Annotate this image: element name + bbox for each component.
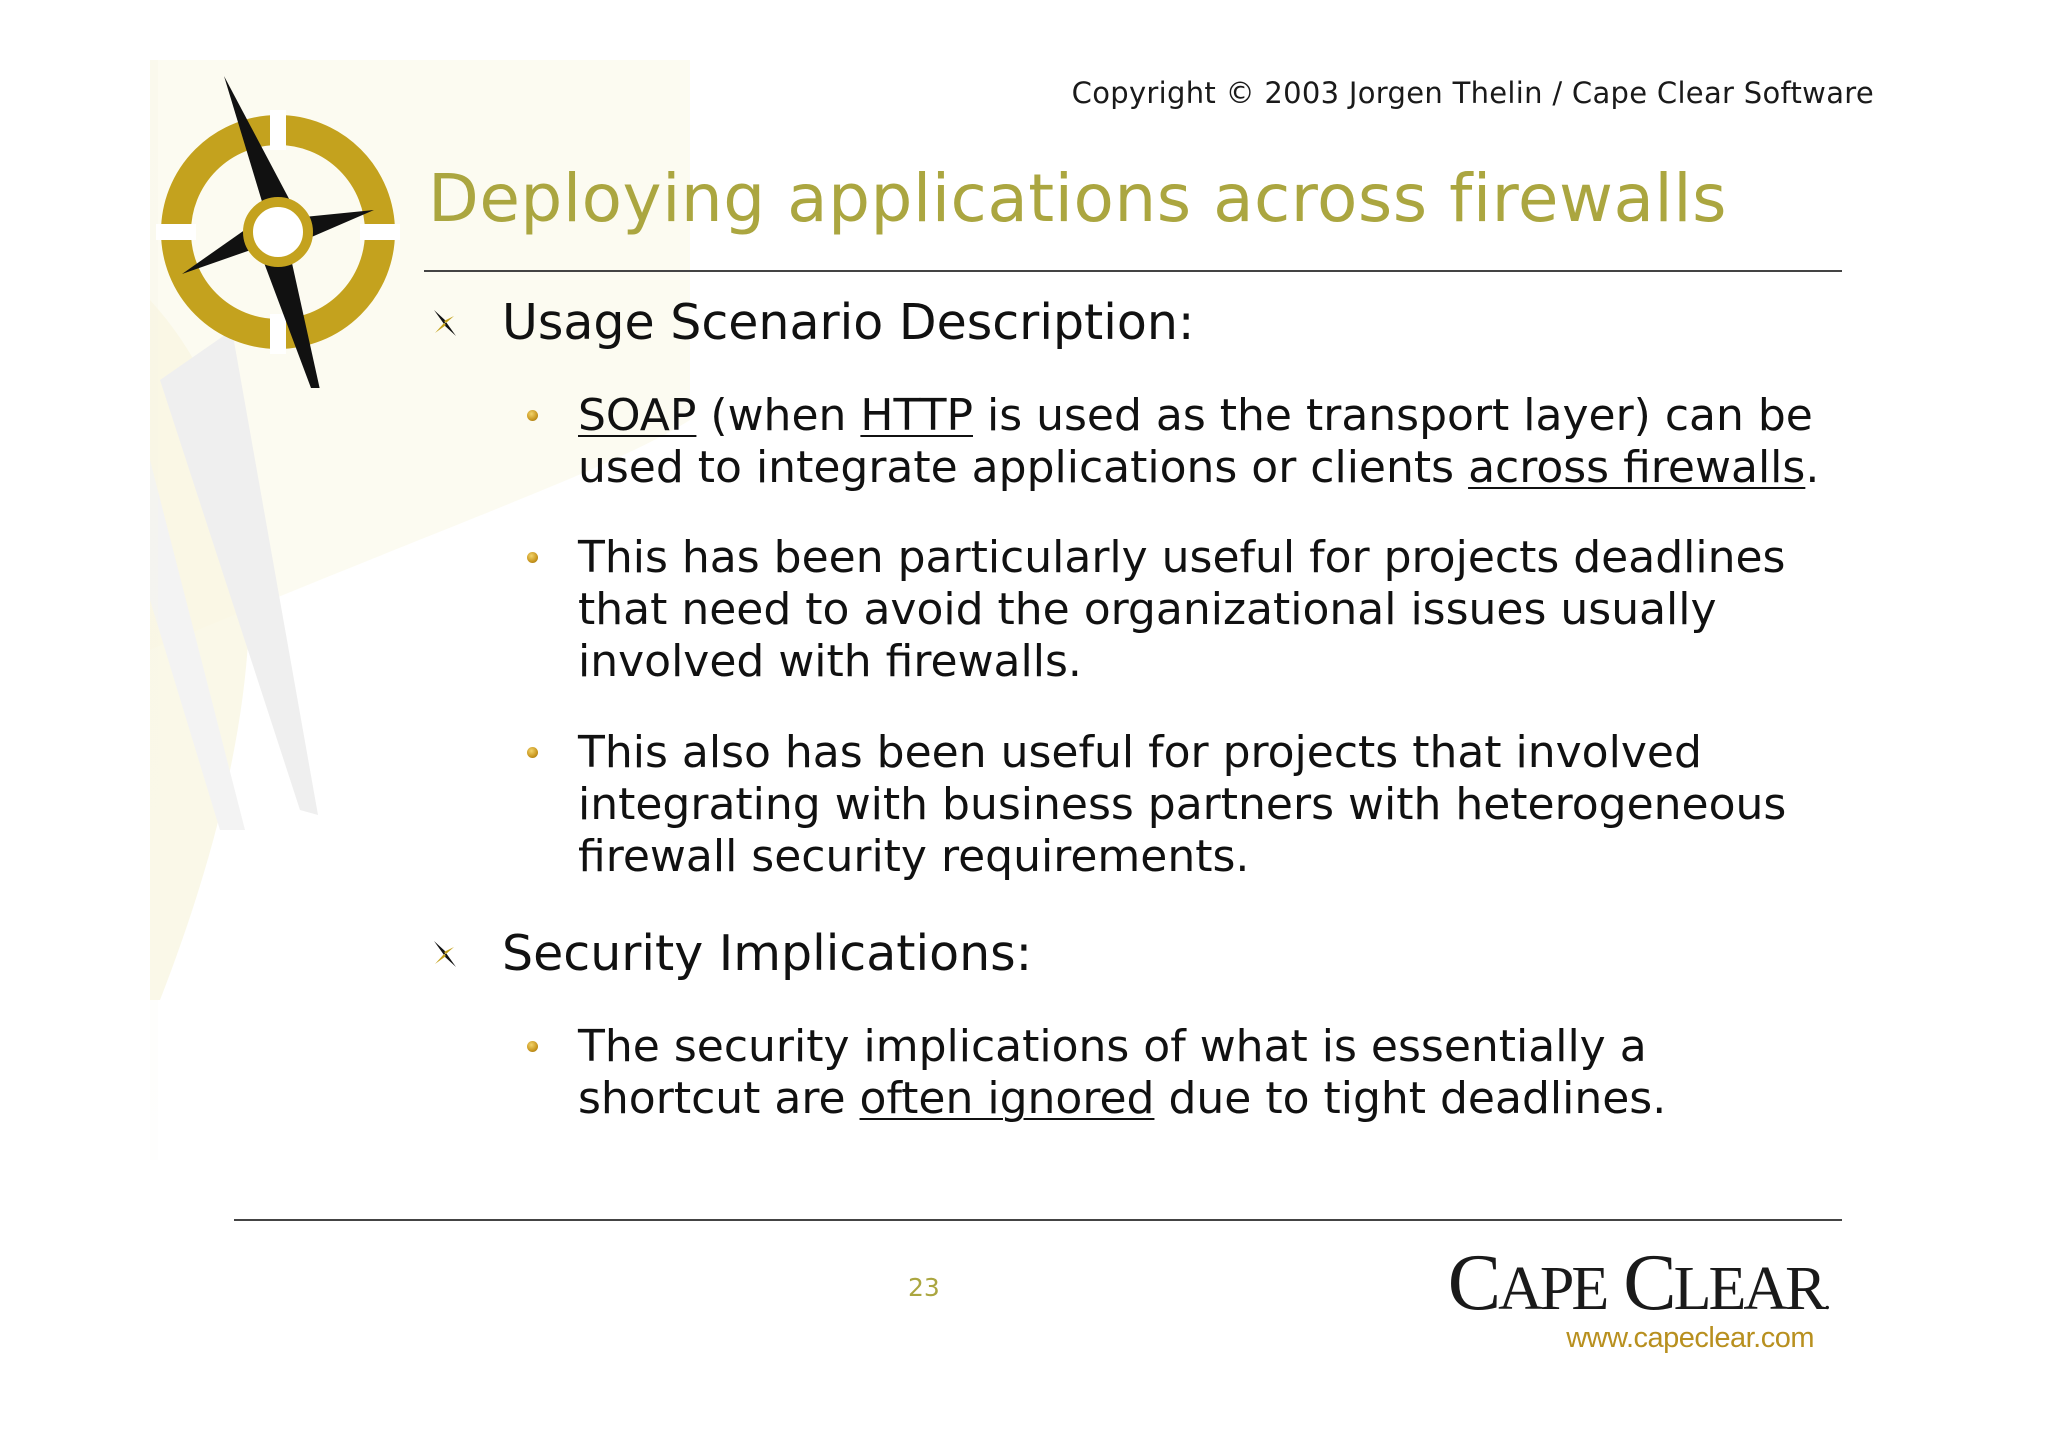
list-item [430,532,1830,688]
section-heading [430,923,1830,985]
copyright-notice: Copyright © 2003 Jorgen Thelin / Cape Clear Software [1071,76,1874,110]
round-bullet-icon [527,1041,538,1052]
item-text: (when [696,390,861,441]
star-bullet-icon [432,939,458,969]
item-text: is used as the transport layer) can be used to integrate applications or clients [578,390,1813,493]
bullet-item-shortcut [430,1021,1830,1125]
section-heading-text: Usage Scenario Description: [502,294,1195,351]
round-bullet-icon [527,552,538,563]
list-item [430,727,1830,883]
section-heading-text: Security Implications: [502,925,1033,982]
section-security-implications [430,923,1830,985]
item-text: The security implications of what is essentially a shortcut are [578,1021,1647,1124]
section-heading [430,292,1830,354]
link-http: HTTP [860,390,973,441]
item-text: This has been particularly useful for projects deadlines that need to avoid the organizational issues usually involved with firewalls. [578,532,1786,687]
list-item [430,390,1830,494]
star-bullet-icon [432,308,458,338]
item-text: This also has been useful for projects that involved integrating with business partners with heterogeneous firewall security requirements. [578,727,1787,882]
round-bullet-icon [527,410,538,421]
round-bullet-icon [527,747,538,758]
link-often-ignored: often ignored [859,1073,1155,1124]
link-across-firewalls: across firewalls [1468,442,1806,493]
slide-title: Deploying applications across firewalls [428,160,1727,237]
footer-divider [234,1219,1842,1221]
brand-wordmark: CAPE CLEAR. [1447,1239,1828,1327]
list-item [430,1021,1830,1125]
section-usage-scenario [430,292,1830,354]
bullet-item-partners [430,727,1830,883]
title-divider [424,270,1842,272]
bullet-item-deadlines [430,532,1830,688]
link-soap: SOAP [578,390,697,441]
cape-clear-brand-logo [1447,1238,1838,1358]
item-text: . [1805,442,1820,493]
brand-url: www.capeclear.com [1566,1322,1814,1354]
bullet-item-soap [430,390,1830,494]
item-text: due to tight deadlines. [1154,1073,1667,1124]
compass-logo-icon [150,68,410,388]
page-number: 23 [908,1273,940,1302]
